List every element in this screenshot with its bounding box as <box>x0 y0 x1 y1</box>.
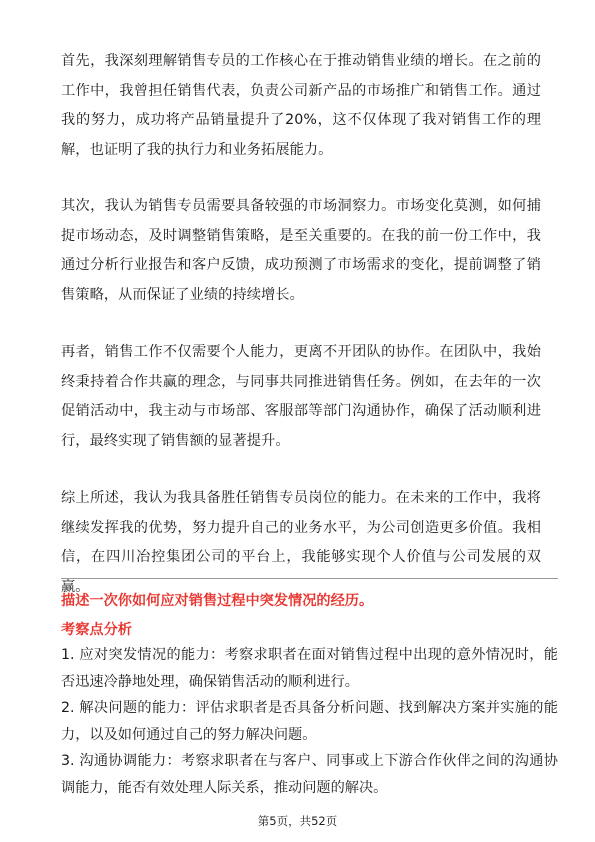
page-footer: 第5页，共52页 <box>257 814 338 828</box>
body-paragraph-2: 其次，我认为销售专员需要具备较强的市场洞察力。市场变化莫测，如何捕捉市场动态，及时调整销售策略，是至关重要的。在我的前一份工作中，我通过分析行业报告和客户反馈，成功预测了市场需求的变化，提前调整了销售策略，从而保证了业绩的持续增长。 <box>61 198 541 303</box>
analysis-heading: 考察点分析 <box>61 622 132 638</box>
body-paragraph-4: 综上所述，我认为我具备胜任销售专员岗位的能力。在未来的工作中，我将继续发挥我的优势，努力提升自己的业务水平，为公司创造更多价值。我相信，在四川冶控集团公司的平台上，我能够实现个人价值与公司发展的双赢。 <box>61 490 541 595</box>
analysis-points <box>61 642 558 801</box>
analysis-point-1: 1. 应对突发情况的能力：考察求职者在面对销售过程中出现的意外情况时，能否迅速冷静地处理，确保销售活动的顺利进行。 <box>61 647 558 690</box>
analysis-point-2: 2. 解决问题的能力：评估求职者是否具备分析问题、找到解决方案并实施的能力，以及如何通过自己的努力解决问题。 <box>61 700 558 743</box>
section-divider <box>61 578 558 579</box>
body-paragraph-1: 首先，我深刻理解销售专员的工作核心在于推动销售业绩的增长。在之前的工作中，我曾担任销售代表，负责公司新产品的市场推广和销售工作。通过我的努力，成功将产品销量提升了20%，这不仅体现了我对销售工作的理解，也证明了我的执行力和业务拓展能力。 <box>61 53 541 158</box>
body-paragraph-3: 再者，销售工作不仅需要个人能力，更离不开团队的协作。在团队中，我始终秉持着合作共赢的理念，与同事共同推进销售任务。例如，在去年的一次促销活动中，我主动与市场部、客服部等部门沟通协作，确保了活动顺利进行，最终实现了销售额的显著提升。 <box>61 344 541 449</box>
analysis-point-3: 3. 沟通协调能力：考察求职者在与客户、同事或上下游合作伙伴之间的沟通协调能力，能否有效处理人际关系，推动问题的解决。 <box>61 753 558 796</box>
question-heading: 描述一次你如何应对销售过程中突发情况的经历。 <box>61 593 374 609</box>
